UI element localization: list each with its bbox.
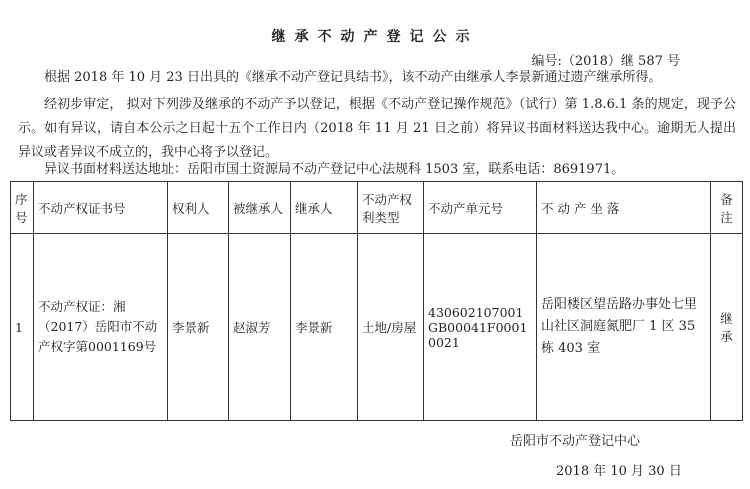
issuing-organization: 岳阳市不动产登记中心 <box>510 434 641 449</box>
header-unit-number: 不动产单元号 <box>424 182 537 234</box>
cell-heir: 李景新 <box>291 234 358 421</box>
header-location: 不 动 产 坐 落 <box>537 182 711 234</box>
cell-right-type: 土地/房屋 <box>358 234 424 421</box>
document-number: 编号:（2018）继 587 号 <box>531 54 680 69</box>
header-right-type: 不动产权利类型 <box>358 182 424 234</box>
cell-location: 岳阳楼区望岳路办事处七里山社区洞庭氮肥厂 1 区 35 栋 403 室 <box>537 234 711 421</box>
document-title: 继承不动产登记公示 <box>271 29 479 45</box>
header-deceased: 被继承人 <box>229 182 291 234</box>
table-header-row <box>11 182 743 234</box>
cell-index: 1 <box>11 234 34 421</box>
header-remark: 备注 <box>711 182 743 234</box>
cell-unit-number: 430602107001GB00041F00010021 <box>424 234 537 421</box>
cell-owner: 李景新 <box>168 234 229 421</box>
header-heir: 继承人 <box>291 182 358 234</box>
cell-remark: 继承 <box>711 234 743 421</box>
cell-certificate: 不动产权证：湘（2017）岳阳市不动产权字第0001169号 <box>34 234 168 421</box>
header-certificate: 不动产权证书号 <box>34 182 168 234</box>
paragraph-inheritance-basis: 根据 2018 年 10 月 23 日出具的《继承不动产登记具结书》，该不动产由继承人李景新通过遗产继承所得。 <box>44 70 662 85</box>
registration-table <box>10 181 743 421</box>
paragraph-objection-notice: 经初步审定， 拟对下列涉及继承的不动产予以登记，根据《不动产登记操作规范》（试行）第 1.8.6.1 条的规定，现予公示。如有异议，请自本公示之日起十五个工作日内（2018 年 11 月 21 日之前）将异议书面材料送达我中心。逾期无人提出异议或者异议不成立的，我中心将予以登记。 <box>18 97 736 160</box>
table-row <box>11 234 743 421</box>
header-owner: 权利人 <box>168 182 229 234</box>
issue-date: 2018 年 10 月 30 日 <box>556 464 682 479</box>
paragraph-objection-address: 异议书面材料送达地址：岳阳市国土资源局不动产登记中心法规科 1503 室，联系电话：8691971。 <box>44 162 625 177</box>
header-index: 序号 <box>11 182 34 234</box>
cell-deceased: 赵淑芳 <box>229 234 291 421</box>
